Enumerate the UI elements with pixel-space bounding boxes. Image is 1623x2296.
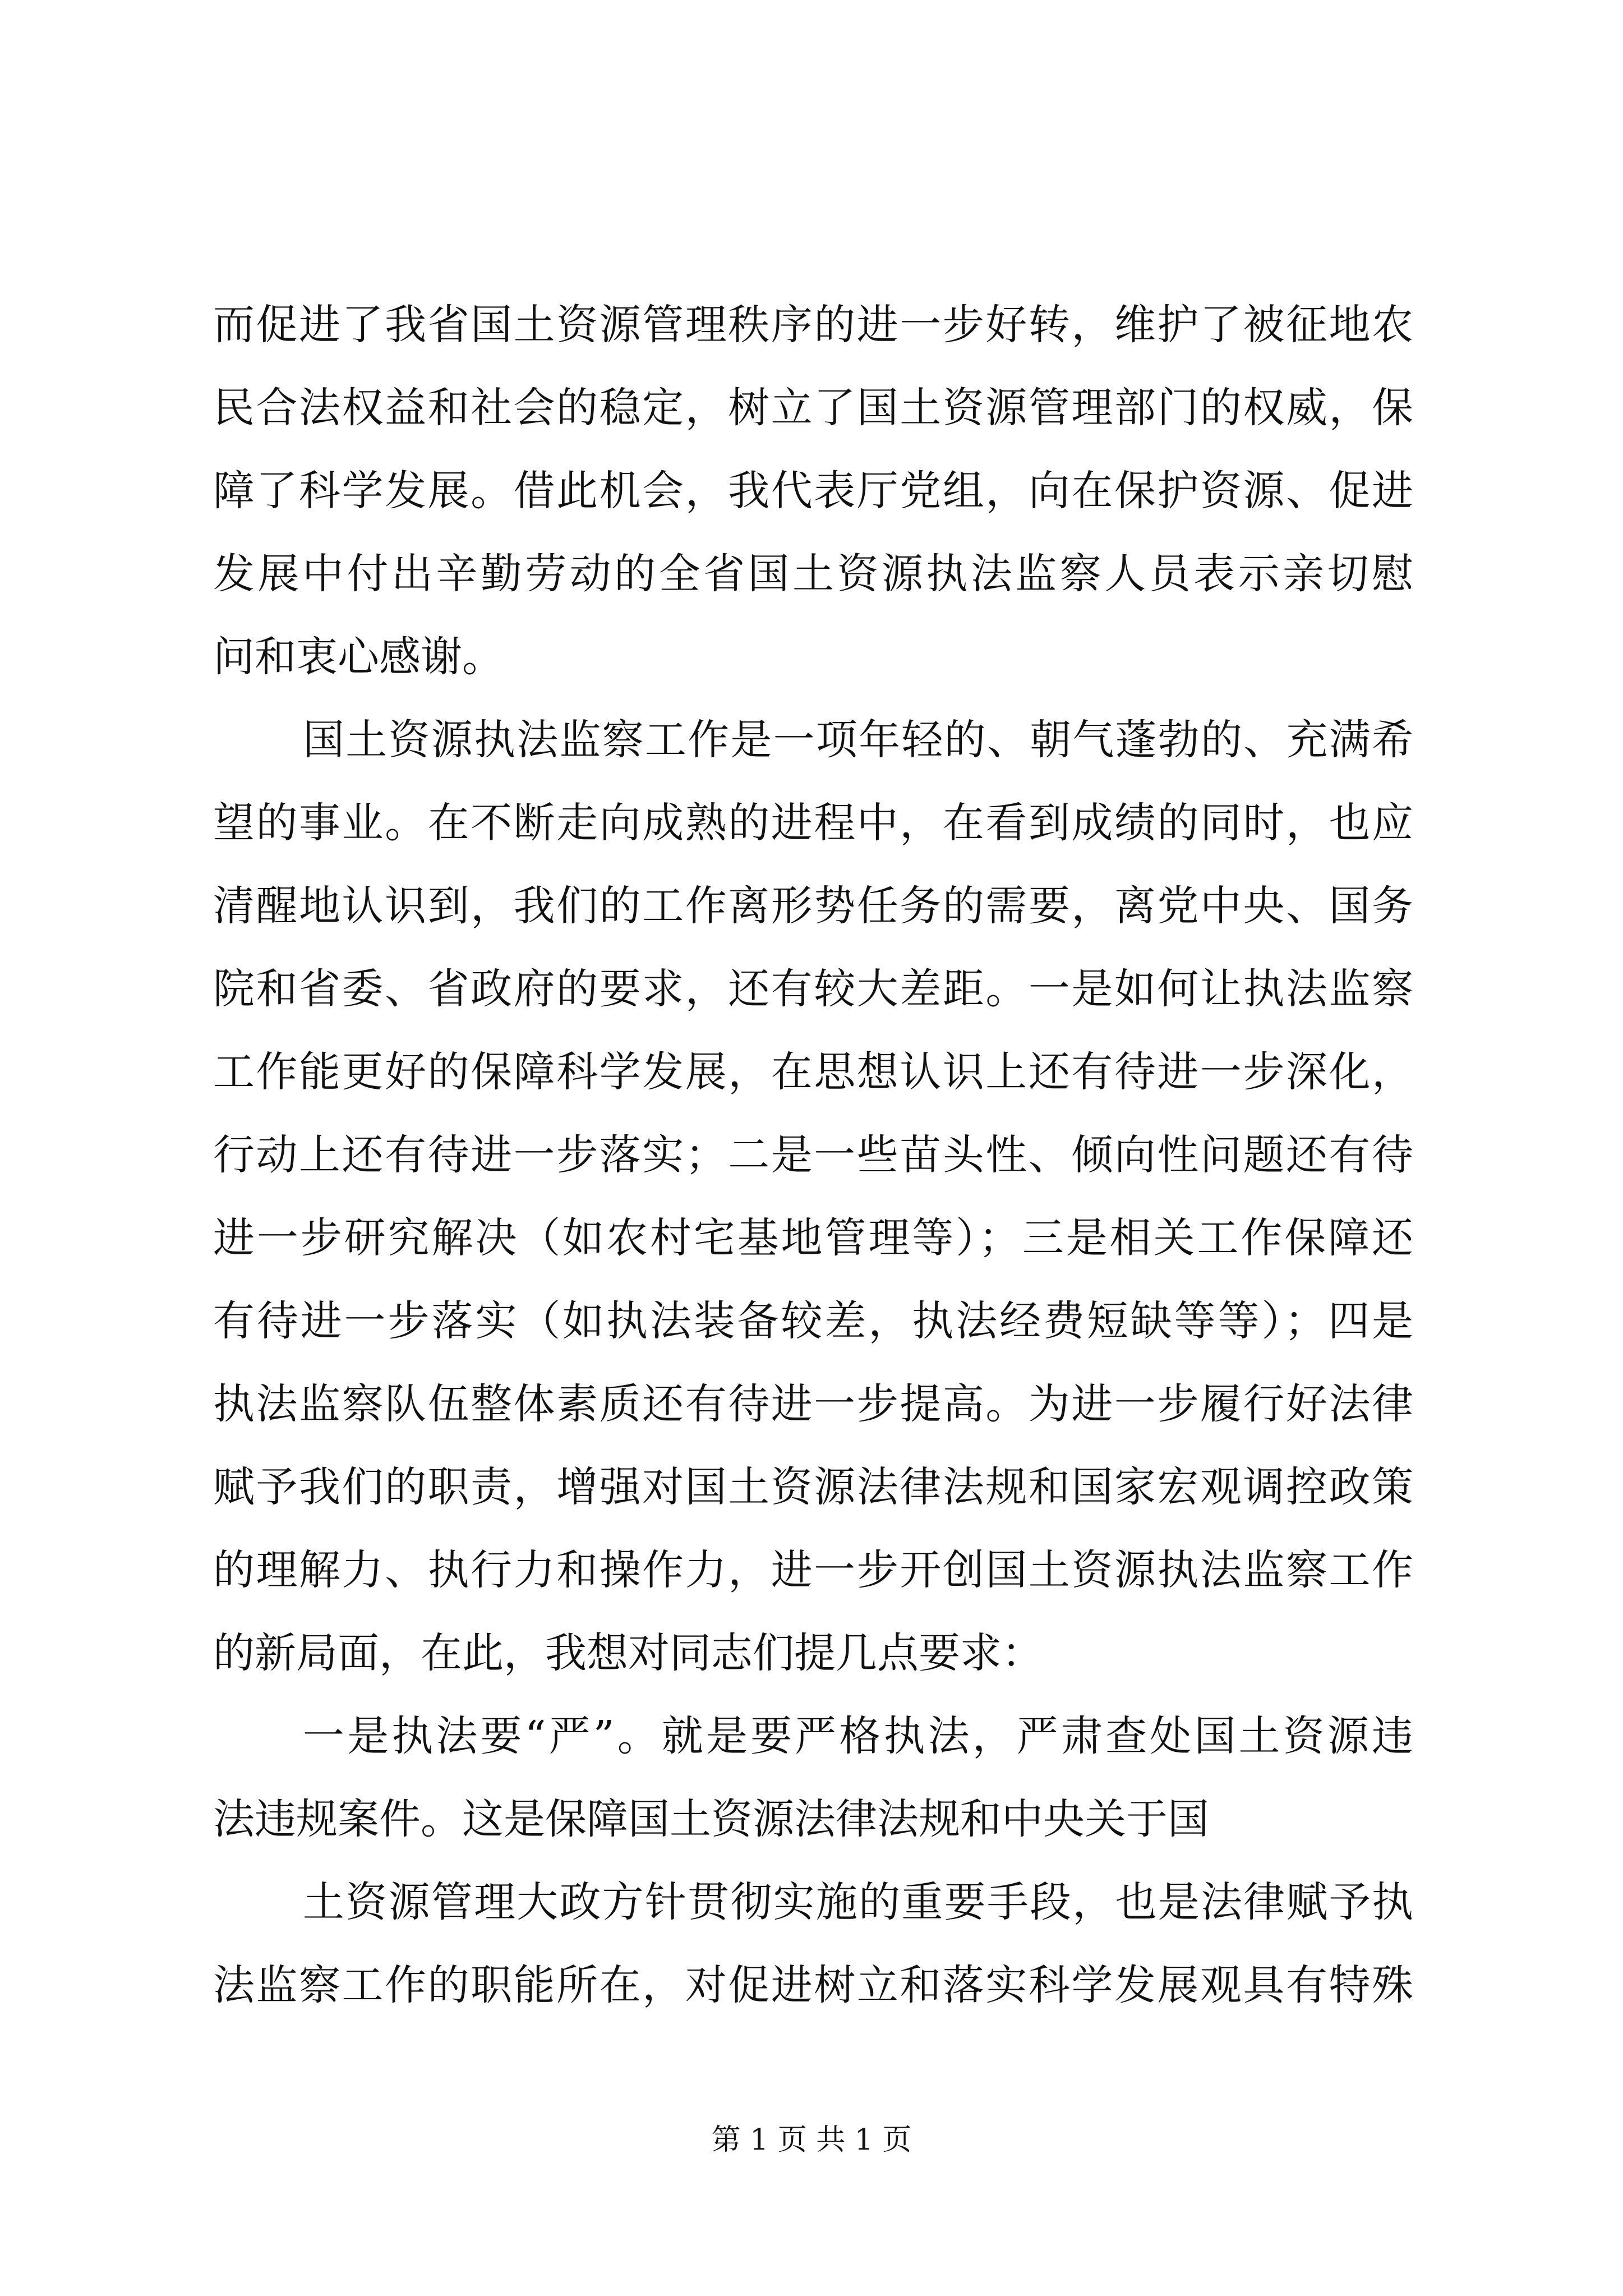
body-line: 的新局面，在此，我想对同志们提几点要求： [213,1629,1043,1677]
body-line: 障了科学发展。借此机会，我代表厅党组，向在保护资源、促进 [213,467,1413,515]
body-line: 民合法权益和社会的稳定，树立了国土资源管理部门的权威，保 [213,384,1413,432]
body-line: 法监察工作的职能所在，对促进树立和落实科学发展观具有特殊 [213,1961,1413,2009]
body-line: 法违规案件。这是保障国土资源法律法规和中央关于国 [213,1795,1209,1843]
body-line: 赋予我们的职责，增强对国土资源法律法规和国家宏观调控政策 [213,1463,1413,1511]
body-line: 一是执法要“严”。就是要严格执法，严肃查处国土资源违 [303,1712,1413,1760]
body-line: 国土资源执法监察工作是一项年轻的、朝气蓬勃的、充满希 [303,716,1413,764]
body-line: 有待进一步落实（如执法装备较差，执法经费短缺等等）；四是 [213,1297,1413,1345]
body-line: 执法监察队伍整体素质还有待进一步提高。为进一步履行好法律 [213,1380,1413,1428]
body-line: 院和省委、省政府的要求，还有较大差距。一是如何让执法监察 [213,965,1413,1013]
body-line: 的理解力、执行力和操作力，进一步开创国土资源执法监察工作 [213,1546,1413,1594]
body-line: 望的事业。在不断走向成熟的进程中，在看到成绩的同时，也应 [213,799,1413,847]
body-line: 工作能更好的保障科学发展，在思想认识上还有待进一步深化， [213,1048,1413,1096]
page-footer [0,2120,1623,2160]
body-line: 而促进了我省国土资源管理秩序的进一步好转，维护了被征地农 [213,301,1413,349]
body-line: 发展中付出辛勤劳动的全省国土资源执法监察人员表示亲切慰 [213,550,1413,598]
page-number-label: 第 1 页 共 1 页 [711,2123,912,2157]
document-body [213,283,1413,2027]
body-line: 问和衷心感谢。 [213,633,504,681]
body-line: 清醒地认识到，我们的工作离形势任务的需要，离党中央、国务 [213,882,1413,930]
body-line: 行动上还有待进一步落实；二是一些苗头性、倾向性问题还有待 [213,1131,1413,1179]
body-line: 土资源管理大政方针贯彻实施的重要手段，也是法律赋予执 [303,1878,1413,1926]
body-line: 进一步研究解决（如农村宅基地管理等）；三是相关工作保障还 [213,1214,1413,1262]
